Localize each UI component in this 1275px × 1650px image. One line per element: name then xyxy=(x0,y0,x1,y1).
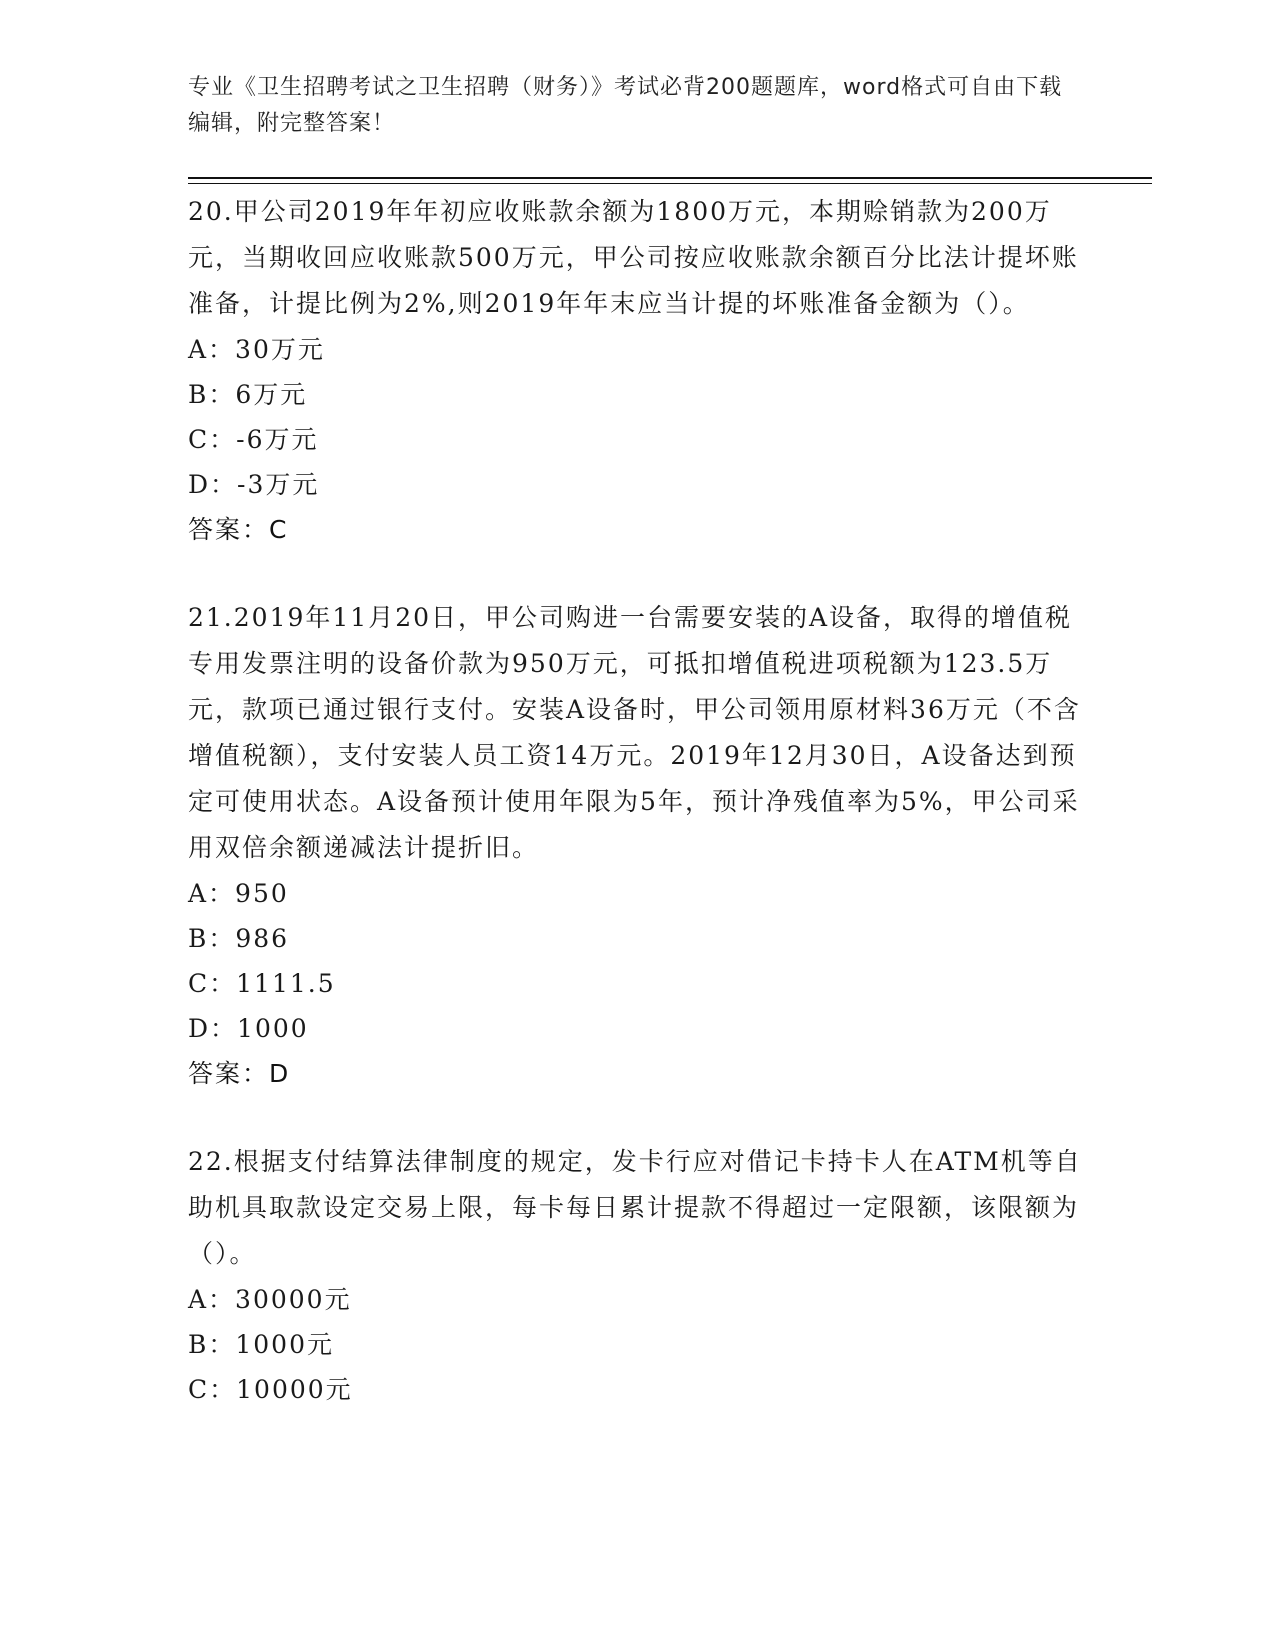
option-d: D：-3万元 xyxy=(188,470,320,499)
option-d: D：1000 xyxy=(188,1014,309,1043)
header-rule-thick xyxy=(188,177,1152,179)
option-c: C：-6万元 xyxy=(188,425,319,454)
option-a: A：30000元 xyxy=(188,1285,352,1314)
answer: 答案：C xyxy=(188,515,289,544)
question-text: 22.根据支付结算法律制度的规定，发卡行应对借记卡持卡人在ATM机等自助机具取款设定交易上限，每卡每日累计提款不得超过一定限额，该限额为（）。 xyxy=(188,1147,1082,1268)
question-21 xyxy=(188,595,1088,1097)
question-22 xyxy=(188,1139,1088,1412)
option-c: C：1111.5 xyxy=(188,969,336,998)
question-text: 20.甲公司2019年年初应收账款余额为1800万元，本期赊销款为200万元，当期收回应收账款500万元，甲公司按应收账款余额百分比法计提坏账准备，计提比例为2%,则2019年年末应当计提的坏账准备金额为（）。 xyxy=(188,197,1079,318)
header-rule-thin xyxy=(188,183,1152,184)
option-b: B：6万元 xyxy=(188,380,308,409)
option-b: B：1000元 xyxy=(188,1330,334,1359)
document-header: 专业《卫生招聘考试之卫生招聘（财务）》考试必背200题题库，word格式可自由下载编辑，附完整答案！ xyxy=(188,75,1063,136)
question-20 xyxy=(188,189,1088,553)
option-b: B：986 xyxy=(188,924,290,953)
option-a: A：950 xyxy=(188,879,289,908)
option-a: A：30万元 xyxy=(188,335,325,364)
question-list xyxy=(188,189,1088,1454)
option-c: C：10000元 xyxy=(188,1375,353,1404)
question-text: 21.2019年11月20日，甲公司购进一台需要安装的A设备，取得的增值税专用发票注明的设备价款为950万元，可抵扣增值税进项税额为123.5万元，款项已通过银行支付。安装A设备时，甲公司领用原材料36万元（不含增值税额），支付安装人员工资14万元。2019年12月30日，A设备达到预定可使用状态。A设备预计使用年限为5年，预计净残值率为5%，甲公司采用双倍余额递减法计提折旧。 xyxy=(188,603,1081,862)
answer: 答案：D xyxy=(188,1059,291,1088)
